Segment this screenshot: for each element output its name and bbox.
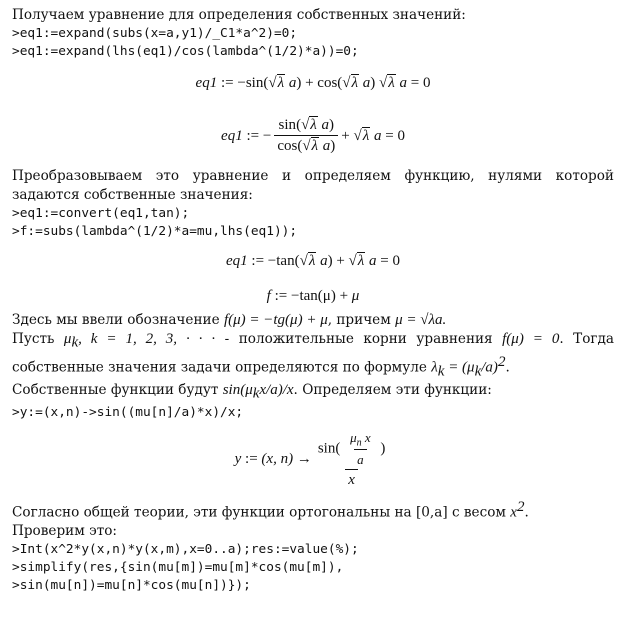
maple-input-5: >y:=(x,n)->sin((mu[n]/a)*x)/x; — [12, 404, 244, 420]
maple-input-7: >simplify(res,{sin(mu[m])=mu[m]*cos(mu[m]), — [12, 560, 344, 576]
maple-input-1: >eq1:=expand(subs(x=a,y1)/_C1*a^2)=0; — [12, 26, 298, 41]
math-output-eq1-fraction: eq1 := − $\frac{\text{sin(√λ a)}}{\text{cos(√λ a)}}$ + √ λ a = 0 — [221, 117, 405, 154]
paragraph-check: Проверим это: — [12, 523, 117, 540]
math-output-eq1-tan: eq1 := − tan ( √ λ a ) + √ λ a = 0 — [225, 252, 400, 269]
paragraph-eigenvalues: Пусть $\mu_k$, k = 1, 2, 3, · · · - положительные корни уравнения f(μ) = 0. Тогда собственные значения задачи определяются по формуле $\lambda_k = (\mu_k/a)^2$. — [12, 331, 615, 379]
fraction-mu-x-over-a: $\frac{\mu_n x}{a}$ — [350, 429, 371, 468]
paragraph-intro: Получаем уравнение для определения собственных значений: — [12, 7, 466, 23]
math-output-y: y := (x, n) → sin( $\frac{\mu_n x}{a}$ ) x — [12, 422, 614, 498]
paragraph-eigenfunctions: Собственные функции будут $\sin(\mu_kx/a)/x$. Определяем эти функции: — [12, 381, 492, 402]
maple-input-3: >eq1:=convert(eq1,tan); — [12, 206, 190, 221]
maple-input-4: >f:=subs(lambda^(1/2)*a=mu,lhs(eq1)); — [12, 224, 298, 239]
paragraph-orthogonality: Согласно общей теории, эти функции ортогональны на [0,a] с весом $x^2$. — [12, 498, 529, 521]
maple-input-2: >eq1:=expand(lhs(eq1)/cos(lambda^(1/2)*a))=0; — [12, 44, 359, 59]
math-output-eq1-sin-cos: eq1 := − sin ( √ λ a ) + cos ( √ λ a ) √ λ a = 0 — [195, 74, 431, 91]
maple-input-6: >Int(x^2*y(x,n)*y(x,m),x=0..a);res:=value(%); — [12, 542, 359, 558]
paragraph-transform: Преобразовываем это уравнение и определяем функцию, нулями которой задаются собственные значения: — [12, 168, 614, 203]
maple-input-8: >sin(mu[n])=mu[n]*cos(mu[n])}); — [12, 578, 251, 594]
fraction-sin-over-x: sin( $\frac{\mu_n x}{a}$ ) x — [317, 429, 386, 489]
paragraph-notation: Здесь мы ввели обозначение f(μ) = −tg(μ) + μ, причем μ = √λa. — [12, 312, 447, 328]
fraction-sin-over-cos: $\frac{\text{sin(√λ a)}}{\text{cos(√λ a)}}$ — [274, 117, 338, 155]
math-output-f: f := − tan(μ) + μ — [266, 287, 360, 304]
